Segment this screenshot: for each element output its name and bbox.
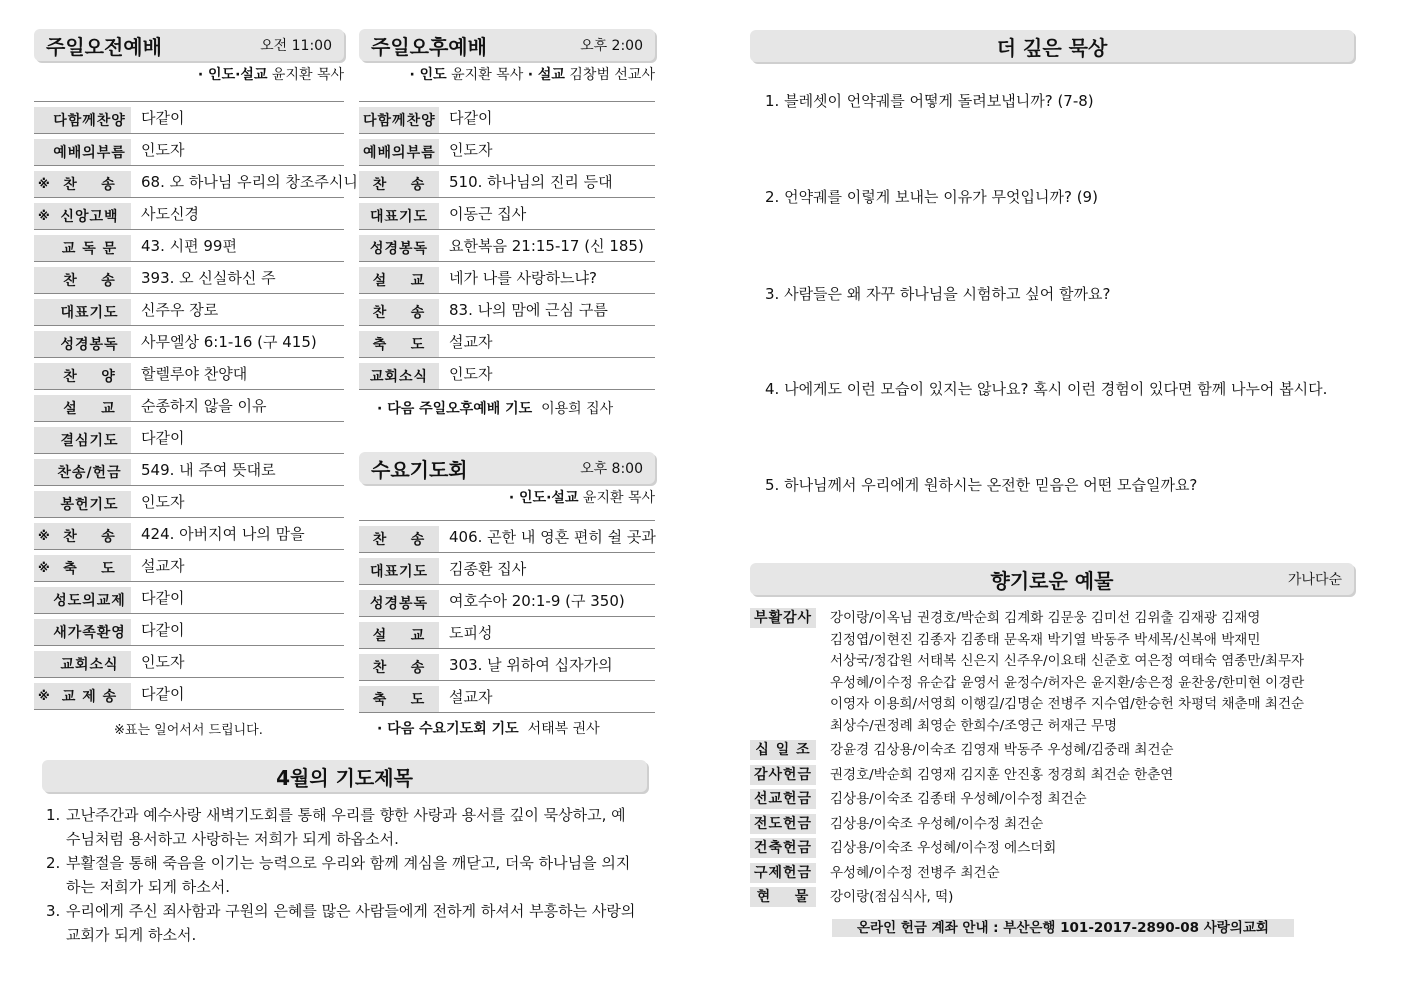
order-value: 43. 시편 99편 xyxy=(141,237,237,255)
offering-header xyxy=(750,563,1354,595)
order-label xyxy=(359,686,439,712)
offering-names: 강이랑(점심식사, 떡) xyxy=(830,889,954,905)
order-label-text: 찬 송 xyxy=(372,304,426,321)
meditation-question: 4. 나에게도 이런 모습이 있지는 않나요? 혹시 이런 경험이 있다면 함께 나누어 봅시다. xyxy=(765,380,1328,398)
morning-title: 주일오전예배 xyxy=(46,34,162,59)
order-label-text: 교 독 문 xyxy=(61,240,118,257)
prayer-num: 2. xyxy=(46,854,61,872)
morning-leader-role: · 인도·설교 xyxy=(197,67,268,83)
offering-label: 건축헌금 xyxy=(750,838,816,858)
order-label xyxy=(34,459,131,485)
order-label xyxy=(34,491,131,517)
order-value: 549. 내 주여 뜻대로 xyxy=(141,461,276,479)
order-row xyxy=(359,134,655,166)
order-row xyxy=(34,518,344,550)
order-row xyxy=(34,198,344,230)
standing-mark: ※ xyxy=(38,176,50,191)
order-label xyxy=(359,654,439,680)
order-value: 83. 나의 맘에 근심 구름 xyxy=(449,301,608,319)
wednesday-header xyxy=(359,452,655,484)
order-label-text: 성경봉독 xyxy=(369,240,429,257)
meditation-question: 1. 블레셋이 언약궤를 어떻게 돌려보냅니까? (7-8) xyxy=(765,92,1094,110)
order-row xyxy=(359,617,655,649)
order-value: 다같이 xyxy=(141,429,185,447)
afternoon-header xyxy=(359,29,655,61)
order-label xyxy=(34,331,131,357)
afternoon-leader-role2: · 설교 xyxy=(527,67,565,83)
order-row xyxy=(34,550,344,582)
order-label xyxy=(359,139,439,165)
order-label-text: 결심기도 xyxy=(60,432,119,449)
order-value: 303. 날 위하여 십자가의 xyxy=(449,656,613,674)
online-account-info: 온라인 헌금 계좌 안내 : 부산은행 101-2017-2890-08 사랑의교회 xyxy=(832,919,1294,937)
order-value: 네가 나를 사랑하느냐? xyxy=(449,269,597,287)
meditation-title: 더 깊은 묵상 xyxy=(996,35,1108,60)
order-label xyxy=(359,590,439,616)
order-value: 사무엘상 6:1-16 (구 415) xyxy=(141,333,317,351)
order-label-text: 새가족환영 xyxy=(53,624,126,641)
afternoon-next-prayer xyxy=(377,398,613,418)
wednesday-order-list xyxy=(359,520,655,713)
order-value: 다같이 xyxy=(141,621,185,639)
prayer-num: 3. xyxy=(46,902,61,920)
order-label xyxy=(359,299,439,325)
prayer-list xyxy=(46,803,636,947)
offering-row xyxy=(750,765,1350,787)
order-row xyxy=(359,198,655,230)
standing-note: ※표는 일어서서 드립니다. xyxy=(114,723,263,738)
meditation-question: 2. 언약궤를 이렇게 보내는 이유가 무엇입니까? (9) xyxy=(765,188,1098,206)
order-value: 인도자 xyxy=(449,141,493,159)
order-row xyxy=(34,326,344,358)
order-label-text: 찬 송 xyxy=(372,659,426,676)
order-value: 다같이 xyxy=(449,109,493,127)
standing-mark: ※ xyxy=(38,560,50,575)
afternoon-next-label: · 다음 주일오후예배 기도 xyxy=(377,401,533,417)
order-label-text: 대표기도 xyxy=(60,304,119,321)
offering-row xyxy=(750,838,1350,860)
offering-names: 강윤경 김상용/이숙조 김영재 박동주 우성혜/김중래 최건순 xyxy=(830,742,1174,758)
offering-row xyxy=(750,814,1350,836)
order-value: 김종환 집사 xyxy=(449,560,527,578)
afternoon-order-list xyxy=(359,101,655,390)
order-label xyxy=(34,107,131,133)
order-row xyxy=(359,681,655,713)
order-label xyxy=(359,363,439,389)
order-label-text: 교회소식 xyxy=(60,656,119,673)
order-row xyxy=(34,262,344,294)
order-value: 사도신경 xyxy=(141,205,199,223)
morning-order-list xyxy=(34,101,358,710)
offering-names: 우성혜/이수정 전병주 최건순 xyxy=(830,864,1000,881)
order-label xyxy=(359,235,439,261)
offering-row xyxy=(750,863,1350,885)
order-label-text: 찬송/헌금 xyxy=(57,464,122,481)
order-label-text: 찬 송 xyxy=(63,176,116,193)
morning-leader-name: 윤지환 목사 xyxy=(271,67,344,83)
order-row xyxy=(34,358,344,390)
offering-row xyxy=(750,740,1350,762)
order-value: 393. 오 신실하신 주 xyxy=(141,269,276,287)
order-value: 인도자 xyxy=(141,653,185,671)
order-row xyxy=(359,553,655,585)
prayer-text: 고난주간과 예수사랑 새벽기도회를 통해 우리를 향한 사랑과 용서를 깊이 묵상하고, 예수님처럼 용서하고 사랑하는 저희가 되게 하옵소서. xyxy=(66,806,626,848)
offering-row xyxy=(750,608,1350,737)
order-label xyxy=(34,555,131,581)
order-value: 인도자 xyxy=(449,365,493,383)
order-label xyxy=(359,331,439,357)
offering-row xyxy=(750,887,1350,909)
order-value: 설교자 xyxy=(449,688,493,706)
order-value: 다같이 xyxy=(141,109,185,127)
wednesday-leader-role: · 인도·설교 xyxy=(508,490,579,506)
offering-label: 감사헌금 xyxy=(750,765,816,785)
order-row xyxy=(34,582,344,614)
meditation-header xyxy=(750,30,1354,62)
offering-names: 김상용/이숙조 김종태 우성혜/이수정 최건순 xyxy=(830,791,1087,807)
order-value: 신주우 장로 xyxy=(141,301,219,319)
order-label-text: 예배의부름 xyxy=(363,144,436,161)
order-value: 할렐루야 찬양대 xyxy=(141,365,248,383)
order-label xyxy=(34,683,131,709)
afternoon-leader-name2: 김창범 선교사 xyxy=(569,67,655,83)
offering-row xyxy=(750,789,1350,811)
order-label-text: 예배의부름 xyxy=(53,144,126,161)
offering-order-note: 가나다순 xyxy=(1287,572,1342,588)
standing-mark: ※ xyxy=(38,688,50,703)
offering-label: 선교헌금 xyxy=(750,789,816,809)
standing-mark: ※ xyxy=(38,208,50,223)
offering-label: 현 물 xyxy=(750,887,816,907)
order-row xyxy=(34,166,358,198)
order-value: 설교자 xyxy=(141,557,185,575)
order-label-text: 교 제 송 xyxy=(61,688,118,705)
order-label-text: 신앙고백 xyxy=(60,208,119,225)
wednesday-title: 수요기도회 xyxy=(371,457,468,482)
afternoon-leader-role1: · 인도 xyxy=(409,67,447,83)
order-row xyxy=(359,358,655,390)
order-value: 68. 오 하나님 우리의 창조주시니 xyxy=(141,173,358,191)
prayer-item xyxy=(46,803,636,851)
order-label xyxy=(359,622,439,648)
order-label-text: 설 교 xyxy=(63,400,116,417)
offering-title: 향기로운 예물 xyxy=(990,568,1114,593)
order-label xyxy=(34,363,131,389)
wednesday-next-label: · 다음 수요기도회 기도 xyxy=(377,721,519,737)
morning-leader xyxy=(34,64,344,84)
order-row xyxy=(34,102,344,134)
wednesday-time: 오후 8:00 xyxy=(580,461,643,477)
order-label-text: 찬 송 xyxy=(63,272,116,289)
afternoon-leader-name1: 윤지환 목사 xyxy=(451,67,524,83)
offering-label: 전도헌금 xyxy=(750,814,816,834)
order-row xyxy=(359,166,655,198)
offering-names: 권경호/박순희 김영재 김지훈 안진홍 정경희 최건순 한춘연 xyxy=(830,766,1174,783)
order-label-text: 다함께찬양 xyxy=(53,112,126,129)
order-label-text: 성경봉독 xyxy=(60,336,119,353)
order-value: 다같이 xyxy=(141,685,185,703)
order-row xyxy=(359,585,655,617)
prayer-num: 1. xyxy=(46,806,61,824)
order-row xyxy=(34,454,344,486)
order-label xyxy=(34,651,131,677)
order-row xyxy=(359,326,655,358)
order-row xyxy=(359,102,655,134)
standing-mark: ※ xyxy=(38,528,50,543)
order-row xyxy=(359,230,655,262)
wednesday-next-prayer xyxy=(377,718,600,738)
order-label xyxy=(359,203,439,229)
prayer-title: 4월의 기도제목 xyxy=(276,765,413,790)
order-label-text: 찬 송 xyxy=(372,531,426,548)
order-label-text: 축 도 xyxy=(372,691,426,708)
order-label xyxy=(34,203,131,229)
order-label xyxy=(34,267,131,293)
offering-label: 부활감사 xyxy=(750,608,816,628)
order-label xyxy=(34,619,131,645)
offering-names: 강이랑/이옥님 권경호/박순희 김계화 김문웅 김미선 김위출 김재광 김재영 김정엽/이현진 김종자 김종태 문옥재 박기열 박동주 박세목/신복애 박재민 서상국/정갑원 서태복 신은지 신주우/이요태 신준호 여은정 여태숙 염종만/최무자 우성혜/이수정 유순갑 윤영서 윤정수/허자은 윤지환/송은정 윤찬웅/한미현 이경란 이영자 이용희/서영희 이행길/김명순 전병주 지수엽/한승헌 차평덕 채춘매 최건순 최상수/권정례 최영순 한희수/조영근 허재근 무명 xyxy=(830,610,1305,734)
order-row xyxy=(34,678,344,710)
order-value: 요한복음 21:15-17 (신 185) xyxy=(449,237,644,255)
order-value: 인도자 xyxy=(141,141,185,159)
order-row xyxy=(34,230,344,262)
offering-label: 구제헌금 xyxy=(750,863,816,883)
order-label xyxy=(34,395,131,421)
order-row xyxy=(34,486,344,518)
order-value: 도피성 xyxy=(449,624,493,642)
morning-header xyxy=(34,29,344,61)
order-value: 설교자 xyxy=(449,333,493,351)
order-label-text: 설 교 xyxy=(372,272,426,289)
order-label-text: 찬 양 xyxy=(63,368,116,385)
order-label xyxy=(34,139,131,165)
prayer-header xyxy=(42,760,647,792)
meditation-question: 5. 하나님께서 우리에게 원하시는 온전한 믿음은 어떤 모습일까요? xyxy=(765,476,1198,494)
order-row xyxy=(34,614,344,646)
order-value: 406. 곤한 내 영혼 편히 쉴 곳과 xyxy=(449,528,656,546)
order-label-text: 축 도 xyxy=(372,336,426,353)
prayer-item xyxy=(46,899,636,947)
afternoon-leader xyxy=(359,64,655,84)
order-value: 510. 하나님의 진리 등대 xyxy=(449,173,613,191)
order-label xyxy=(359,107,439,133)
order-row xyxy=(359,294,655,326)
order-label-text: 봉헌기도 xyxy=(60,496,119,513)
wednesday-leader xyxy=(359,487,655,507)
order-value: 인도자 xyxy=(141,493,185,511)
order-label-text: 성도의교제 xyxy=(53,592,126,609)
order-label xyxy=(34,523,131,549)
afternoon-next-name: 이용희 집사 xyxy=(541,401,614,417)
order-label-text: 교회소식 xyxy=(369,368,429,385)
afternoon-title: 주일오후예배 xyxy=(371,34,487,59)
offering-label: 십 일 조 xyxy=(750,740,816,760)
order-label xyxy=(34,171,131,197)
order-label-text: 축 도 xyxy=(63,560,116,577)
offering-names: 김상용/이숙조 우성혜/이수정 에스더회 xyxy=(830,840,1057,856)
order-label-text: 대표기도 xyxy=(369,208,429,225)
order-row xyxy=(34,422,344,454)
order-label xyxy=(359,171,439,197)
order-value: 이동근 집사 xyxy=(449,205,527,223)
order-value: 424. 아버지여 나의 맘을 xyxy=(141,525,305,543)
order-label xyxy=(359,267,439,293)
order-row xyxy=(34,390,344,422)
order-row xyxy=(34,294,344,326)
meditation-question: 3. 사람들은 왜 자꾸 하나님을 시험하고 싶어 할까요? xyxy=(765,285,1111,303)
order-label xyxy=(34,299,131,325)
order-label xyxy=(34,427,131,453)
prayer-text: 우리에게 주신 죄사함과 구원의 은혜를 많은 사람들에게 전하게 하셔서 부흥하는 사랑의교회가 되게 하소서. xyxy=(66,902,636,944)
order-label-text: 설 교 xyxy=(372,627,426,644)
afternoon-time: 오후 2:00 xyxy=(580,38,643,54)
order-row xyxy=(34,646,344,678)
order-label xyxy=(359,526,439,552)
prayer-text: 부활절을 통해 죽음을 이기는 능력으로 우리와 함께 계심을 깨닫고, 더욱 하나님을 의지하는 저희가 되게 하소서. xyxy=(66,854,631,896)
order-label xyxy=(34,587,131,613)
order-row xyxy=(359,521,655,553)
order-value: 여호수아 20:1-9 (구 350) xyxy=(449,592,625,610)
order-label-text: 다함께찬양 xyxy=(363,112,436,129)
order-value: 순종하지 않을 이유 xyxy=(141,397,267,415)
order-label xyxy=(34,235,131,261)
order-label-text: 찬 송 xyxy=(372,176,426,193)
order-label-text: 대표기도 xyxy=(369,563,429,580)
wednesday-leader-name: 윤지환 목사 xyxy=(582,490,655,506)
order-row xyxy=(34,134,344,166)
offering-list xyxy=(750,608,1350,912)
morning-time: 오전 11:00 xyxy=(260,38,332,54)
order-row xyxy=(359,649,655,681)
order-row xyxy=(359,262,655,294)
wednesday-next-name: 서태복 권사 xyxy=(527,721,600,737)
prayer-item xyxy=(46,851,636,899)
order-label-text: 찬 송 xyxy=(63,528,116,545)
order-label xyxy=(359,558,439,584)
order-label-text: 성경봉독 xyxy=(369,595,429,612)
order-value: 다같이 xyxy=(141,589,185,607)
offering-names: 김상용/이숙조 우성혜/이수정 최건순 xyxy=(830,815,1044,832)
